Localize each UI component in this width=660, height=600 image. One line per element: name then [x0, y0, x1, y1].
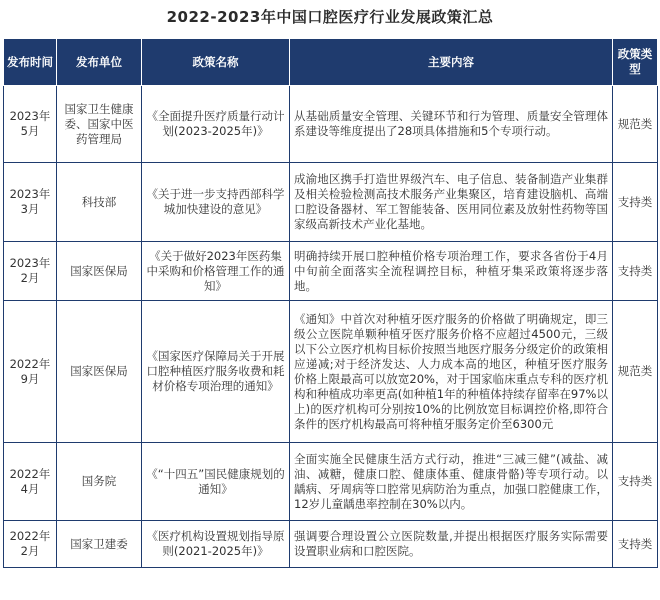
cell-date: 2022年2月	[4, 521, 57, 568]
page-title: 2022-2023年中国口腔医疗行业发展政策汇总	[166, 8, 494, 26]
cell-issuer: 国务院	[57, 443, 142, 521]
cell-policy-name: 《全面提升医疗质量行动计划(2023-2025年)》	[142, 86, 290, 163]
cell-issuer: 国家卫建委	[57, 521, 142, 568]
header-content: 主要内容	[290, 39, 613, 86]
cell-type: 规范类	[613, 301, 658, 443]
cell-date: 2023年3月	[4, 163, 57, 242]
cell-type: 支持类	[613, 242, 658, 301]
cell-policy-name: 《“十四五”国民健康规划的通知》	[142, 443, 290, 521]
cell-type: 支持类	[613, 443, 658, 521]
cell-content: 明确持续开展口腔种植价格专项治理工作，要求各省份于4月中旬前全面落实全流程调控目标，种植牙集采政策将逐步落地。	[290, 242, 613, 301]
cell-date: 2022年4月	[4, 443, 57, 521]
cell-content: 从基础质量安全管理、关键环节和行为管理、质量安全管理体系建设等维度提出了28项具体措施和5个专项行动。	[290, 86, 613, 163]
cell-content: 成渝地区携手打造世界级汽车、电子信息、装备制造产业集群及相关检验检测高技术服务产业集聚区，培育建设脑机、高端口腔设备器材、军工智能装备、医用同位素及放射性药物等国家级高新技术产业化基地。	[290, 163, 613, 242]
policy-table	[3, 38, 658, 568]
cell-date: 2023年5月	[4, 86, 57, 163]
cell-issuer: 国家医保局	[57, 301, 142, 443]
cell-issuer: 科技部	[57, 163, 142, 242]
cell-type: 支持类	[613, 163, 658, 242]
cell-date: 2023年2月	[4, 242, 57, 301]
cell-type: 支持类	[613, 521, 658, 568]
cell-date: 2022年9月	[4, 301, 57, 443]
cell-policy-name: 《关于做好2023年医药集中采购和价格管理工作的通知》	[142, 242, 290, 301]
table-row	[4, 86, 658, 163]
cell-content: 《通知》中首次对种植牙医疗服务的价格做了明确规定，即三级公立医院单颗种植牙医疗服务价格不应超过4500元，三级以下公立医疗机构目标价按照当地医疗服务分级定价的政策相应递减;对于经济发达、人力成本高的地区，种植牙医疗服务价格上限最高可以放宽20%，对于国家临床重点专科的医疗机构和种植成功率更高(如种植1年的种植体持续存留率在97%以上)的医疗机构可分别按10%的比例放宽目标调控价格,即符合条件的医疗机构最高可将种植牙服务定价至6300元	[290, 301, 613, 443]
header-policy-name: 政策名称	[142, 39, 290, 86]
table-row	[4, 163, 658, 242]
table-row	[4, 242, 658, 301]
cell-type: 规范类	[613, 86, 658, 163]
table-row	[4, 301, 658, 443]
cell-issuer: 国家医保局	[57, 242, 142, 301]
header-issuer: 发布单位	[57, 39, 142, 86]
cell-issuer: 国家卫生健康委、国家中医药管理局	[57, 86, 142, 163]
table-row	[4, 521, 658, 568]
cell-policy-name: 《国家医疗保障局关于开展口腔种植医疗服务收费和耗材价格专项治理的通知》	[142, 301, 290, 443]
cell-policy-name: 《医疗机构设置规划指导原则(2021-2025年)》	[142, 521, 290, 568]
cell-content: 全面实施全民健康生活方式行动，推进“三减三健”(减盐、减油、减糖，健康口腔、健康体重、健康骨骼)等专项行动。以龋病、牙周病等口腔常见病防治为重点，加强口腔健康工作，12岁儿童龋患率控制在30%以内。	[290, 443, 613, 521]
table-row	[4, 443, 658, 521]
header-type: 政策类型	[613, 39, 658, 86]
cell-policy-name: 《关于进一步支持西部科学城加快建设的意见》	[142, 163, 290, 242]
cell-content: 强调要合理设置公立医院数量,并提出根据医疗服务实际需要设置职业病和口腔医院。	[290, 521, 613, 568]
header-date: 发布时间	[4, 39, 57, 86]
header-row	[4, 39, 658, 86]
